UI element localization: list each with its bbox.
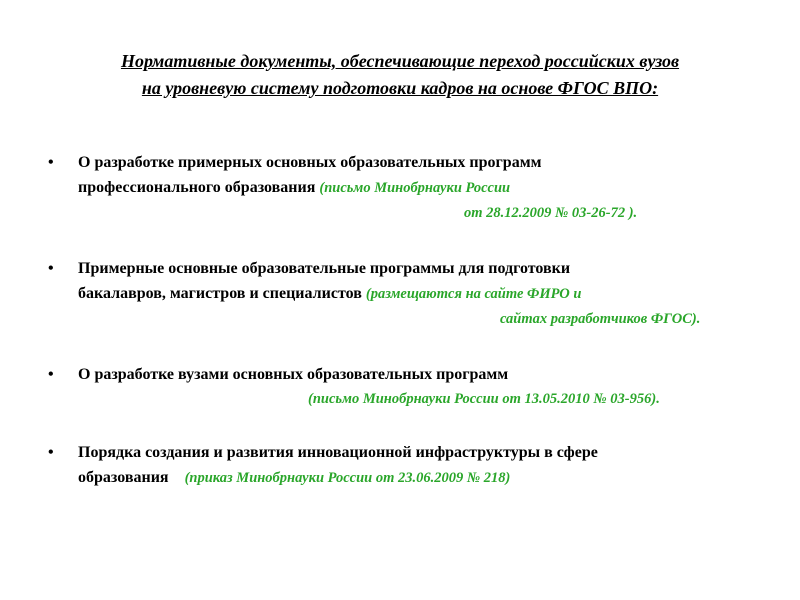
- item-note: от 28.12.2009 № 03-26-72 ).: [464, 205, 638, 221]
- item-note: (письмо Минобрнауки России: [319, 180, 511, 196]
- list-item: [48, 256, 760, 332]
- list-item: [48, 440, 760, 491]
- bullet-icon: •: [48, 366, 54, 383]
- bullet-icon: •: [48, 260, 54, 277]
- item-text-line: О разработке вузами основных образовательных программ: [78, 366, 509, 383]
- item-text-line: профессионального образования: [78, 179, 316, 196]
- item-text-line: Примерные основные образовательные программы для подготовки: [78, 260, 571, 277]
- item-note: (размещаются на сайте ФИРО и: [365, 286, 582, 302]
- bullet-icon: •: [48, 444, 54, 461]
- list-item: [48, 150, 760, 226]
- item-text-line: образования: [78, 469, 169, 486]
- item-text-line: О разработке примерных основных образовательных программ: [78, 154, 542, 171]
- item-text-line: бакалавров, магистров и специалистов: [78, 285, 362, 302]
- title-line-1: Нормативные документы, обеспечивающие переход российских вузов: [120, 51, 680, 71]
- bullet-icon: •: [48, 154, 54, 171]
- title-line-2: на уровневую систему подготовки кадров на основе ФГОС ВПО:: [141, 78, 659, 98]
- list-item: [48, 362, 760, 412]
- item-text-line: Порядка создания и развития инновационной инфраструктуры в сфере: [78, 444, 598, 461]
- item-note: (приказ Минобрнауки России от 23.06.2009 № 218): [184, 470, 511, 486]
- item-note: (письмо Минобрнауки России от 13.05.2010 № 03-956).: [308, 391, 660, 407]
- slide-title: [40, 48, 760, 102]
- item-note: сайтах разработчиков ФГОС).: [500, 311, 701, 327]
